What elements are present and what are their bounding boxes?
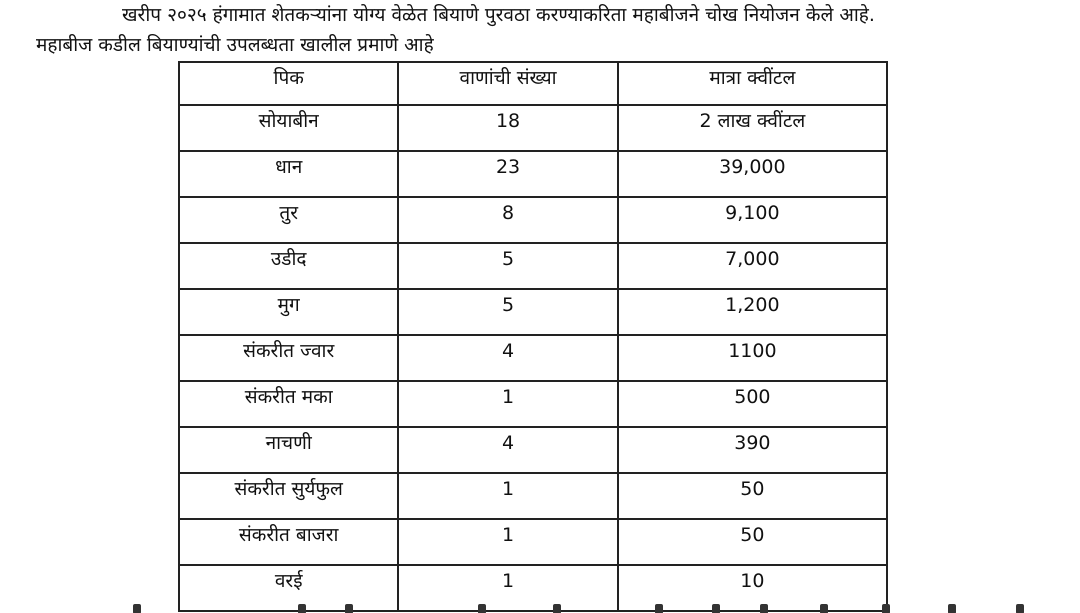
crop-cell: संकरीत सुर्यफुल	[179, 473, 398, 519]
header-variety-count: वाणांची संख्या	[398, 62, 617, 105]
cut-off-text-line	[0, 600, 1080, 613]
quantity-cell: 7,000	[618, 243, 887, 289]
quantity-cell: 1100	[618, 335, 887, 381]
table-row	[179, 473, 887, 519]
variety-count-cell: 23	[398, 151, 617, 197]
table-row	[179, 243, 887, 289]
variety-count-cell: 1	[398, 381, 617, 427]
crop-cell: तुर	[179, 197, 398, 243]
header-quantity-quintal: मात्रा क्वींटल	[618, 62, 887, 105]
crop-cell: वरई	[179, 565, 398, 611]
table-row	[179, 335, 887, 381]
quantity-cell: 500	[618, 381, 887, 427]
crop-cell: धान	[179, 151, 398, 197]
quantity-cell: 10	[618, 565, 887, 611]
table-header-row	[179, 62, 887, 105]
variety-count-cell: 18	[398, 105, 617, 151]
table-row	[179, 197, 887, 243]
variety-count-cell: 4	[398, 335, 617, 381]
table-row	[179, 151, 887, 197]
table-row	[179, 105, 887, 151]
variety-count-cell: 1	[398, 519, 617, 565]
table-row	[179, 519, 887, 565]
table-row	[179, 381, 887, 427]
quantity-cell: 9,100	[618, 197, 887, 243]
quantity-cell: 2 लाख क्वींटल	[618, 105, 887, 151]
quantity-cell: 39,000	[618, 151, 887, 197]
quantity-cell: 50	[618, 473, 887, 519]
quantity-cell: 390	[618, 427, 887, 473]
crop-cell: सोयाबीन	[179, 105, 398, 151]
table-row	[179, 289, 887, 335]
variety-count-cell: 5	[398, 289, 617, 335]
intro-line-2: महाबीज कडील बियाण्यांची उपलब्धता खालील प्रमाणे आहे	[36, 34, 434, 56]
header-crop: पिक	[179, 62, 398, 105]
intro-line-1: खरीप २०२५ हंगामात शेतकऱ्यांना योग्य वेळेत बियाणे पुरवठा करण्याकरिता महाबीजने चोख नियोजन केले आहे.	[122, 4, 875, 26]
crop-cell: संकरीत ज्वार	[179, 335, 398, 381]
crop-cell: उडीद	[179, 243, 398, 289]
variety-count-cell: 1	[398, 473, 617, 519]
quantity-cell: 50	[618, 519, 887, 565]
crop-cell: संकरीत मका	[179, 381, 398, 427]
table-row	[179, 427, 887, 473]
crop-cell: मुग	[179, 289, 398, 335]
variety-count-cell: 1	[398, 565, 617, 611]
variety-count-cell: 5	[398, 243, 617, 289]
crop-cell: संकरीत बाजरा	[179, 519, 398, 565]
variety-count-cell: 8	[398, 197, 617, 243]
quantity-cell: 1,200	[618, 289, 887, 335]
seed-availability-table	[178, 61, 888, 612]
variety-count-cell: 4	[398, 427, 617, 473]
crop-cell: नाचणी	[179, 427, 398, 473]
